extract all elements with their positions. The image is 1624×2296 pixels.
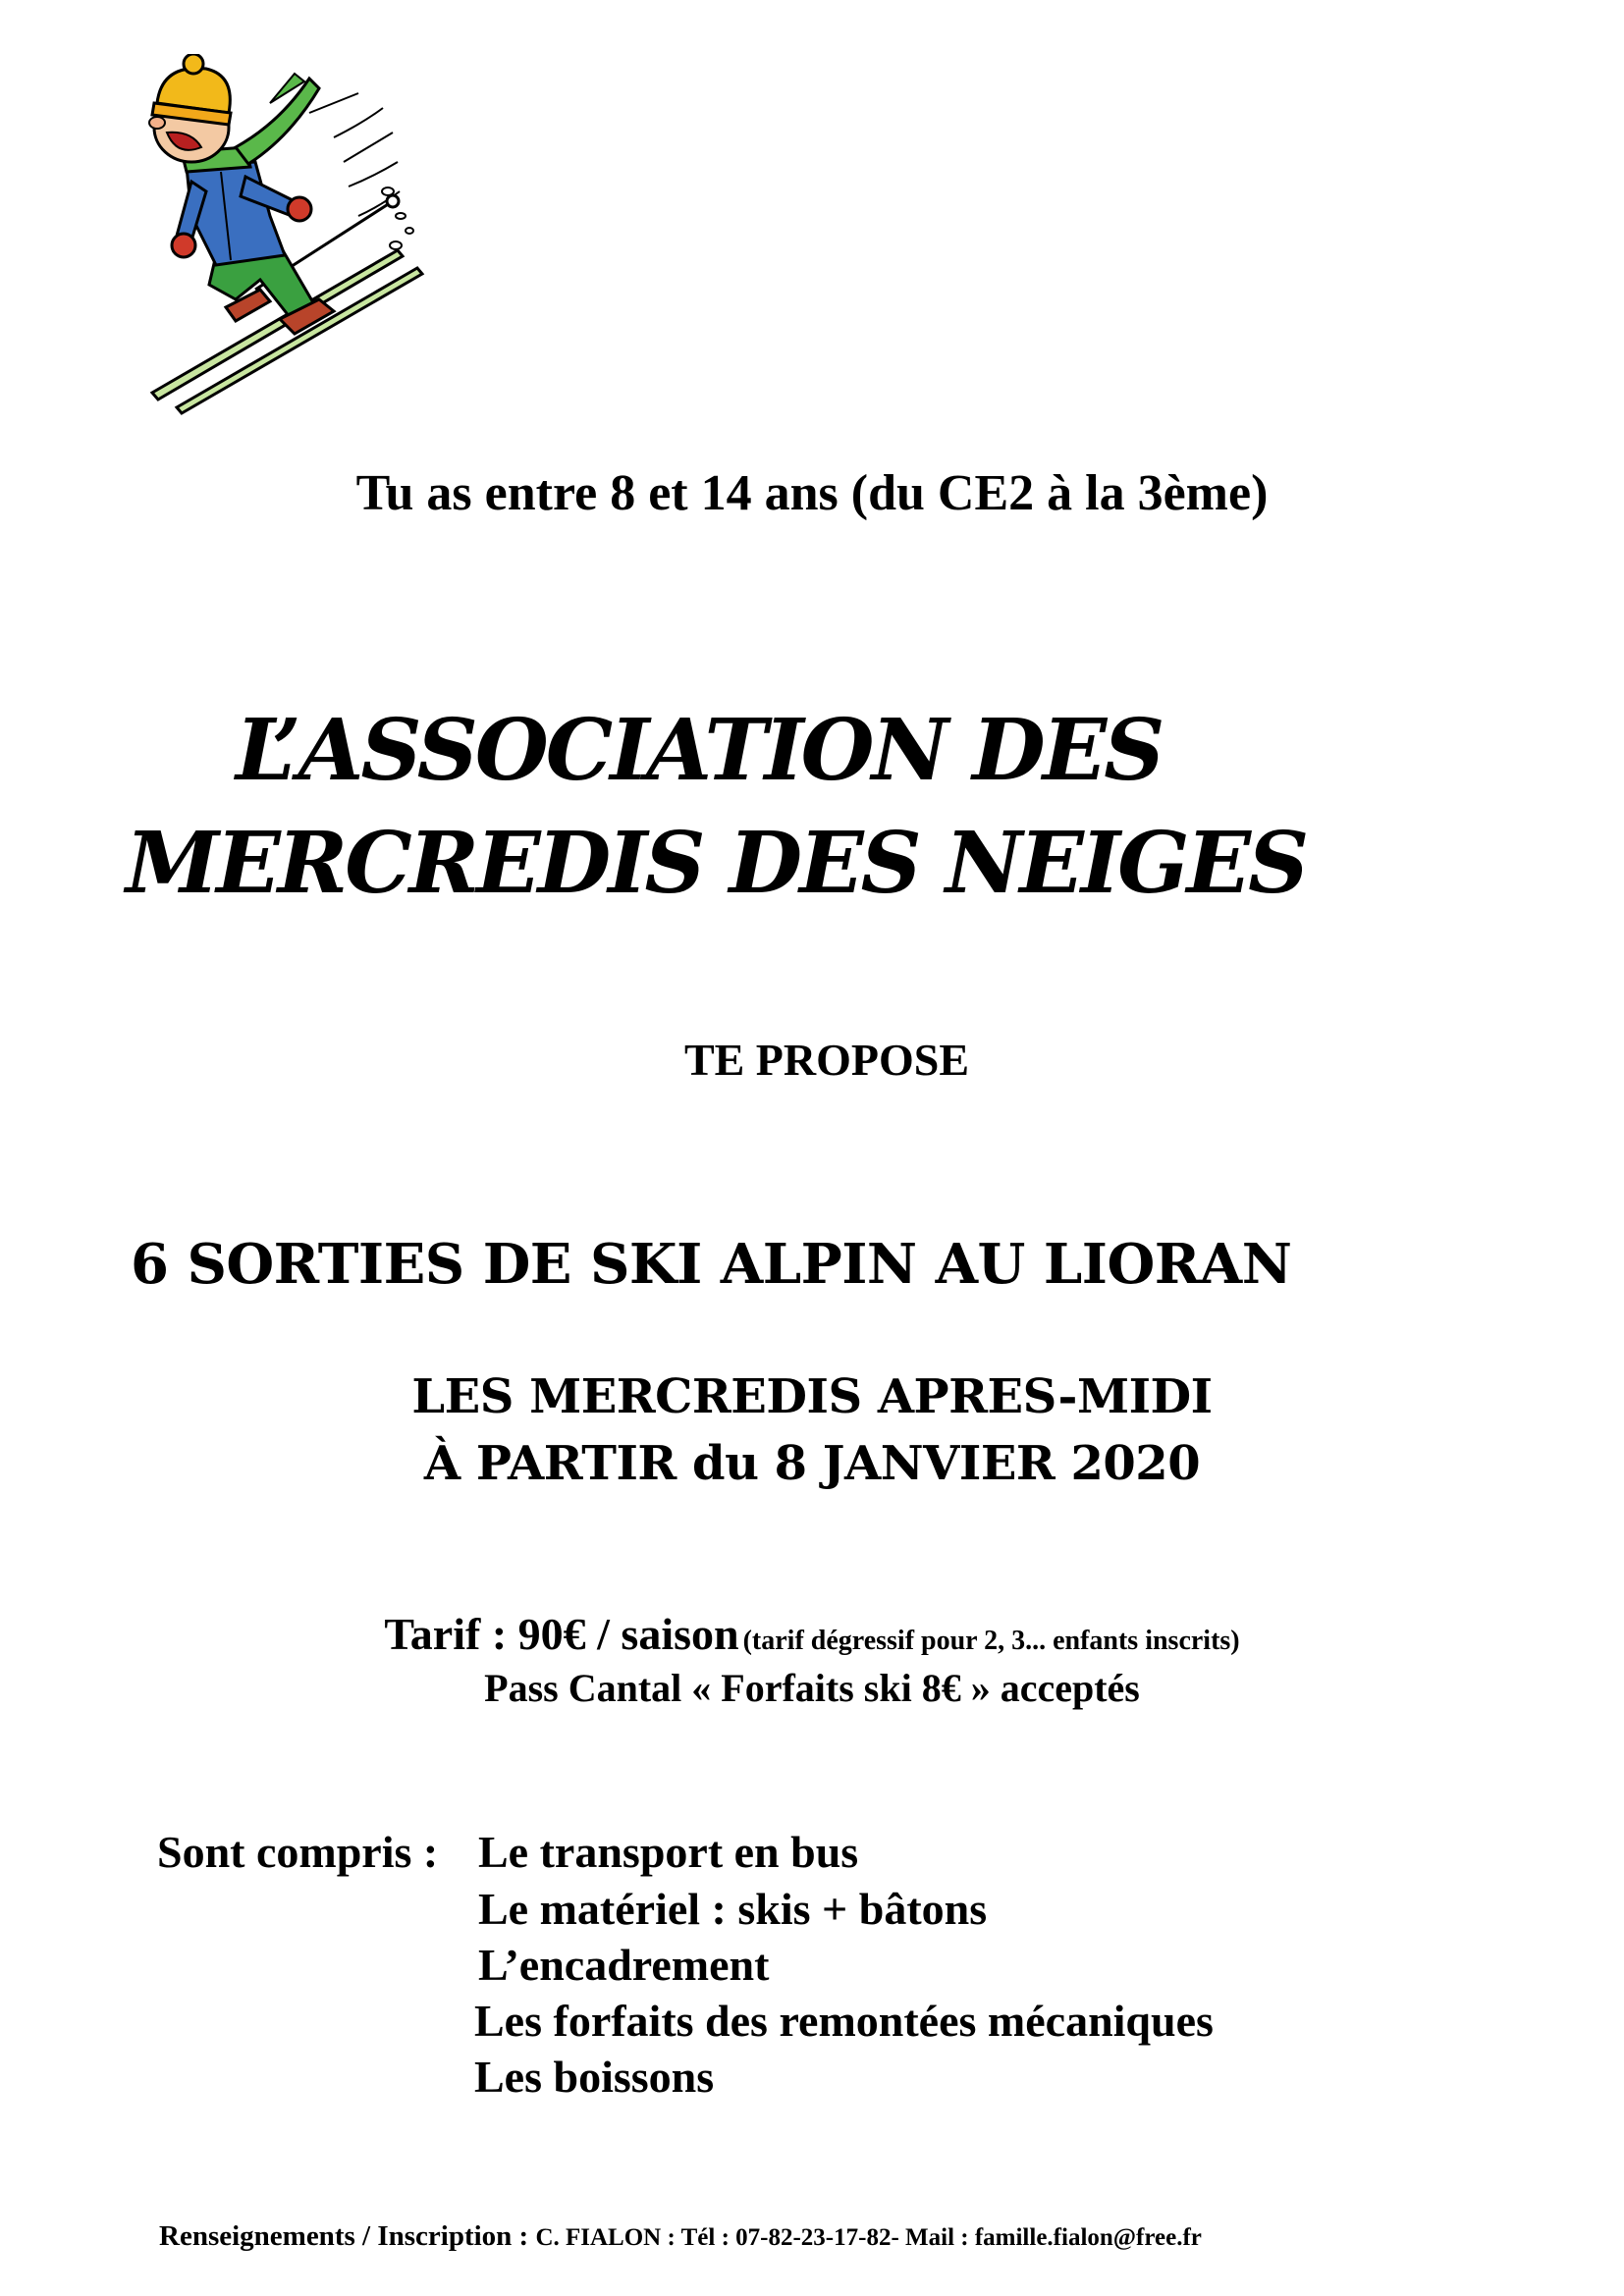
schedule-line-1: LES MERCREDIS APRES-MIDI — [411, 1369, 1213, 1424]
included-item: L’encadrement — [478, 1940, 770, 1990]
ski-outings-heading: 6 SORTIES DE SKI ALPIN AU LIORAN — [131, 1232, 1292, 1297]
price-main: Tarif : 90€ / saison — [384, 1609, 739, 1659]
age-range-line: Tu as entre 8 et 14 ans (du CE2 à la 3ème) — [355, 465, 1269, 521]
contact-label: Renseignements / Inscription : — [159, 2220, 529, 2252]
included-item: Les boissons — [474, 2052, 715, 2102]
propose-heading: TE PROPOSE — [683, 1035, 970, 1085]
pass-cantal-line: Pass Cantal « Forfaits ski 8€ » acceptés — [484, 1666, 1140, 1710]
skier-illustration — [123, 54, 427, 417]
included-item: Les forfaits des remontées mécaniques — [474, 1996, 1214, 2046]
association-title-line-2: MERCREDIS DES NEIGES — [126, 814, 1307, 913]
speed-lines-icon — [309, 93, 400, 216]
contact-line — [159, 2216, 1202, 2258]
included-item: Le matériel : skis + bâtons — [478, 1884, 988, 1934]
schedule-line-2: À PARTIR du 8 JANVIER 2020 — [423, 1436, 1201, 1491]
included-item: Le transport en bus — [478, 1827, 859, 1877]
contact-details: C. FIALON : Tél : 07-82-23-17-82- Mail : famille.fialon@free.fr — [535, 2224, 1202, 2251]
association-title-line-1: L’ASSOCIATION DES — [236, 701, 1163, 800]
included-label: Sont compris : — [157, 1827, 439, 1877]
price-note: (tarif dégressif pour 2, 3... enfants inscrits) — [742, 1626, 1240, 1656]
